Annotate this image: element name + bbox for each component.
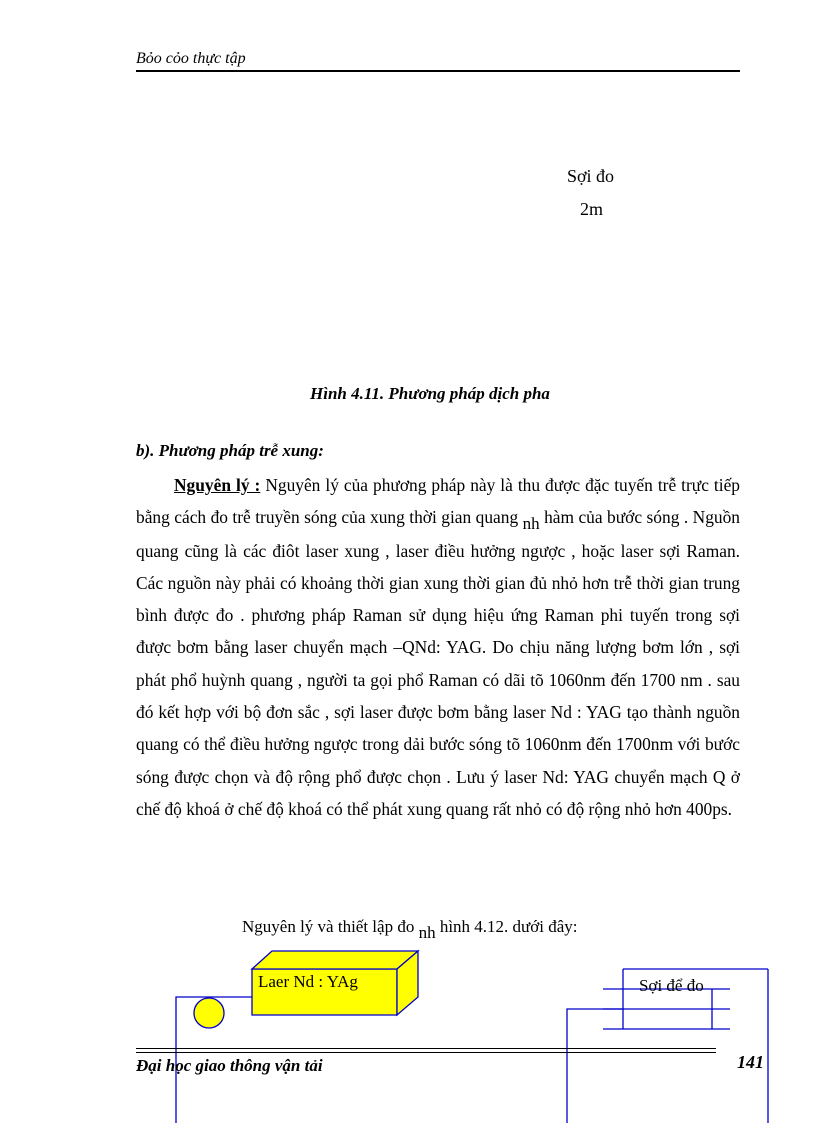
fiber-label: Sợi để đo	[639, 976, 704, 995]
body-text-part1: Nguyên lý của phương pháp này là thu được đặc tuyến trễ trực tiếp bằng cách đo trễ truyền sóng của xung thời gian quang	[136, 475, 741, 528]
body-subscript: nh	[522, 514, 540, 534]
principle-lead: Nguyên lý :	[174, 475, 261, 495]
intro-text-after: hình 4.12. dưới đây:	[435, 917, 578, 936]
section-heading: b). Phương pháp trễ xung:	[136, 441, 324, 460]
figure-caption: Hình 4.11. Phương pháp dịch pha	[310, 384, 550, 403]
body-text-part2: hàm của bước sóng . Nguồn quang cũng là các điôt laser xung , laser điều hưởng ngược , hoặc laser sợi Raman. Các nguồn này phải có khoảng thời gian xung thời gian đủ nhỏ hơn trễ thời gian trung bình được đo . phương pháp Raman sử dụng hiệu ứng Raman phi tuyến trong sợi được bơm bằng laser chuyển mạch –QNd: YAG. Do chịu năng lượng bơm lớn , sợi phát phổ huỳnh quang , người ta gọi phổ Raman có dãi tõ 1060nm đến 1700 nm . sau đó kết hợp với bộ đơn sắc , sợi laser được bơm bằng laser Nd : YAG tạo thành nguồn quang có thể điều hưởng ngược trong dải bước sóng tõ 1060nm đến 1700nm với bước sóng được chọn và độ rộng phổ được chọn . Lưu ý laser Nd: YAG chuyển mạch Q ở chế độ khoá ở chế độ khoá có thể phát xung quang rất nhỏ có độ rộng nhỏ hơn 400ps.	[136, 507, 740, 819]
figure-label-length: 2m	[580, 199, 604, 219]
figure-label-fiber: Sợi đo	[567, 166, 615, 186]
fiber-input-line	[567, 1009, 623, 1123]
intro-text-before: Nguyên lý và thiết lập đo	[242, 917, 419, 936]
footer-text: Đại học giao thông vận tải	[136, 1056, 323, 1075]
laser-label: Laer Nd : YAg	[258, 972, 358, 991]
footer-rule-top	[136, 1048, 716, 1049]
page-number: 141	[737, 1052, 764, 1072]
intro-subscript: nh	[418, 923, 436, 942]
laser-box-top	[252, 951, 418, 969]
lens-circle	[194, 998, 224, 1028]
page-header-title: Bỏo cỏo thực tập	[136, 50, 246, 67]
footer-rule-bottom	[136, 1052, 716, 1053]
